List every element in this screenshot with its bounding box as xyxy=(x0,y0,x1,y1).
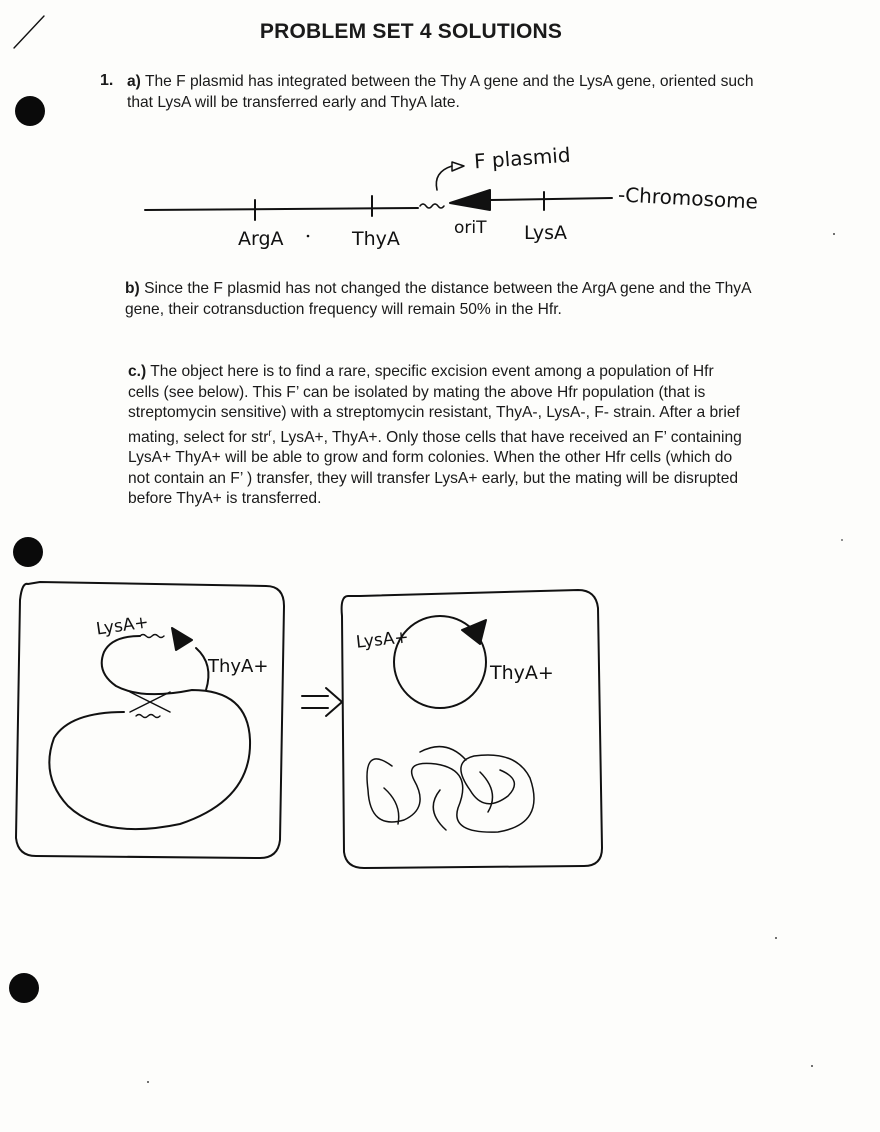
plasmid-squiggle xyxy=(420,204,444,208)
orit-arrowhead-icon xyxy=(450,190,490,210)
part-a-label: a) xyxy=(127,73,141,90)
marker-lysa: LysA xyxy=(524,222,567,244)
left-plasmid-squiggle xyxy=(140,635,164,638)
chromosome-line-right xyxy=(490,198,612,200)
left-recombination-squiggle xyxy=(136,715,160,718)
marker-orit: oriT xyxy=(454,218,487,238)
f-plasmid-label: F plasmid xyxy=(473,142,572,174)
right-thya-label: ThyA+ xyxy=(490,662,554,684)
chromosome-line xyxy=(145,208,418,210)
left-thya-label: ThyA+ xyxy=(208,656,269,677)
left-thya-arc xyxy=(196,648,208,690)
chromosome-label: -Chromosome xyxy=(617,182,759,214)
stray-dot xyxy=(307,235,310,238)
part-c-label: c.) xyxy=(128,363,147,380)
tangled-chromosome xyxy=(367,747,534,833)
left-cell-wall xyxy=(16,582,284,858)
part-c-text-1: The object here is to find a rare, specific excision event among a population of Hfr cells (see below). This F’ can be isolated by mating the above Hfr population (that is streptomycin sensitive) with a streptomycin resistant, ThyA-, LysA-, F- strain. After a brief mating, select for str xyxy=(128,363,740,446)
part-a-text: The F plasmid has integrated between the Thy A gene and the LysA gene, oriented such that LysA will be transferred early and ThyA late. xyxy=(127,73,754,111)
part-c-superscript: r xyxy=(268,427,272,439)
right-lysa-label: LysA+ xyxy=(355,627,410,653)
left-orit-arrowhead-icon xyxy=(172,628,192,650)
part-b-label: b) xyxy=(125,280,140,297)
question-number: 1. xyxy=(100,72,114,89)
left-lysa-label: LysA+ xyxy=(94,612,150,640)
plasmid-pointer-head-icon xyxy=(452,162,464,171)
part-b-text: Since the F plasmid has not changed the distance between the ArgA gene and the ThyA gene, their cotransduction frequency will remain 50% in the Hfr. xyxy=(125,280,751,318)
page-title: PROBLEM SET 4 SOLUTIONS xyxy=(259,20,563,43)
transition-arrow-icon xyxy=(302,688,342,716)
left-cell xyxy=(16,582,284,858)
marker-arga: ArgA xyxy=(238,228,284,250)
marker-thya: ThyA xyxy=(352,228,400,250)
part-c-text-2: , LysA+, ThyA+. Only those cells that have received an F’ containing LysA+ ThyA+ will be able to grow and form colonies. When the other Hfr cells (which do not contain an F’ ) transfer, they will transfer LysA+ early, but the mating will be disrupted before ThyA+ is transferred. xyxy=(128,428,742,508)
pen-mark xyxy=(14,16,44,48)
plasmid-pointer xyxy=(436,166,452,190)
